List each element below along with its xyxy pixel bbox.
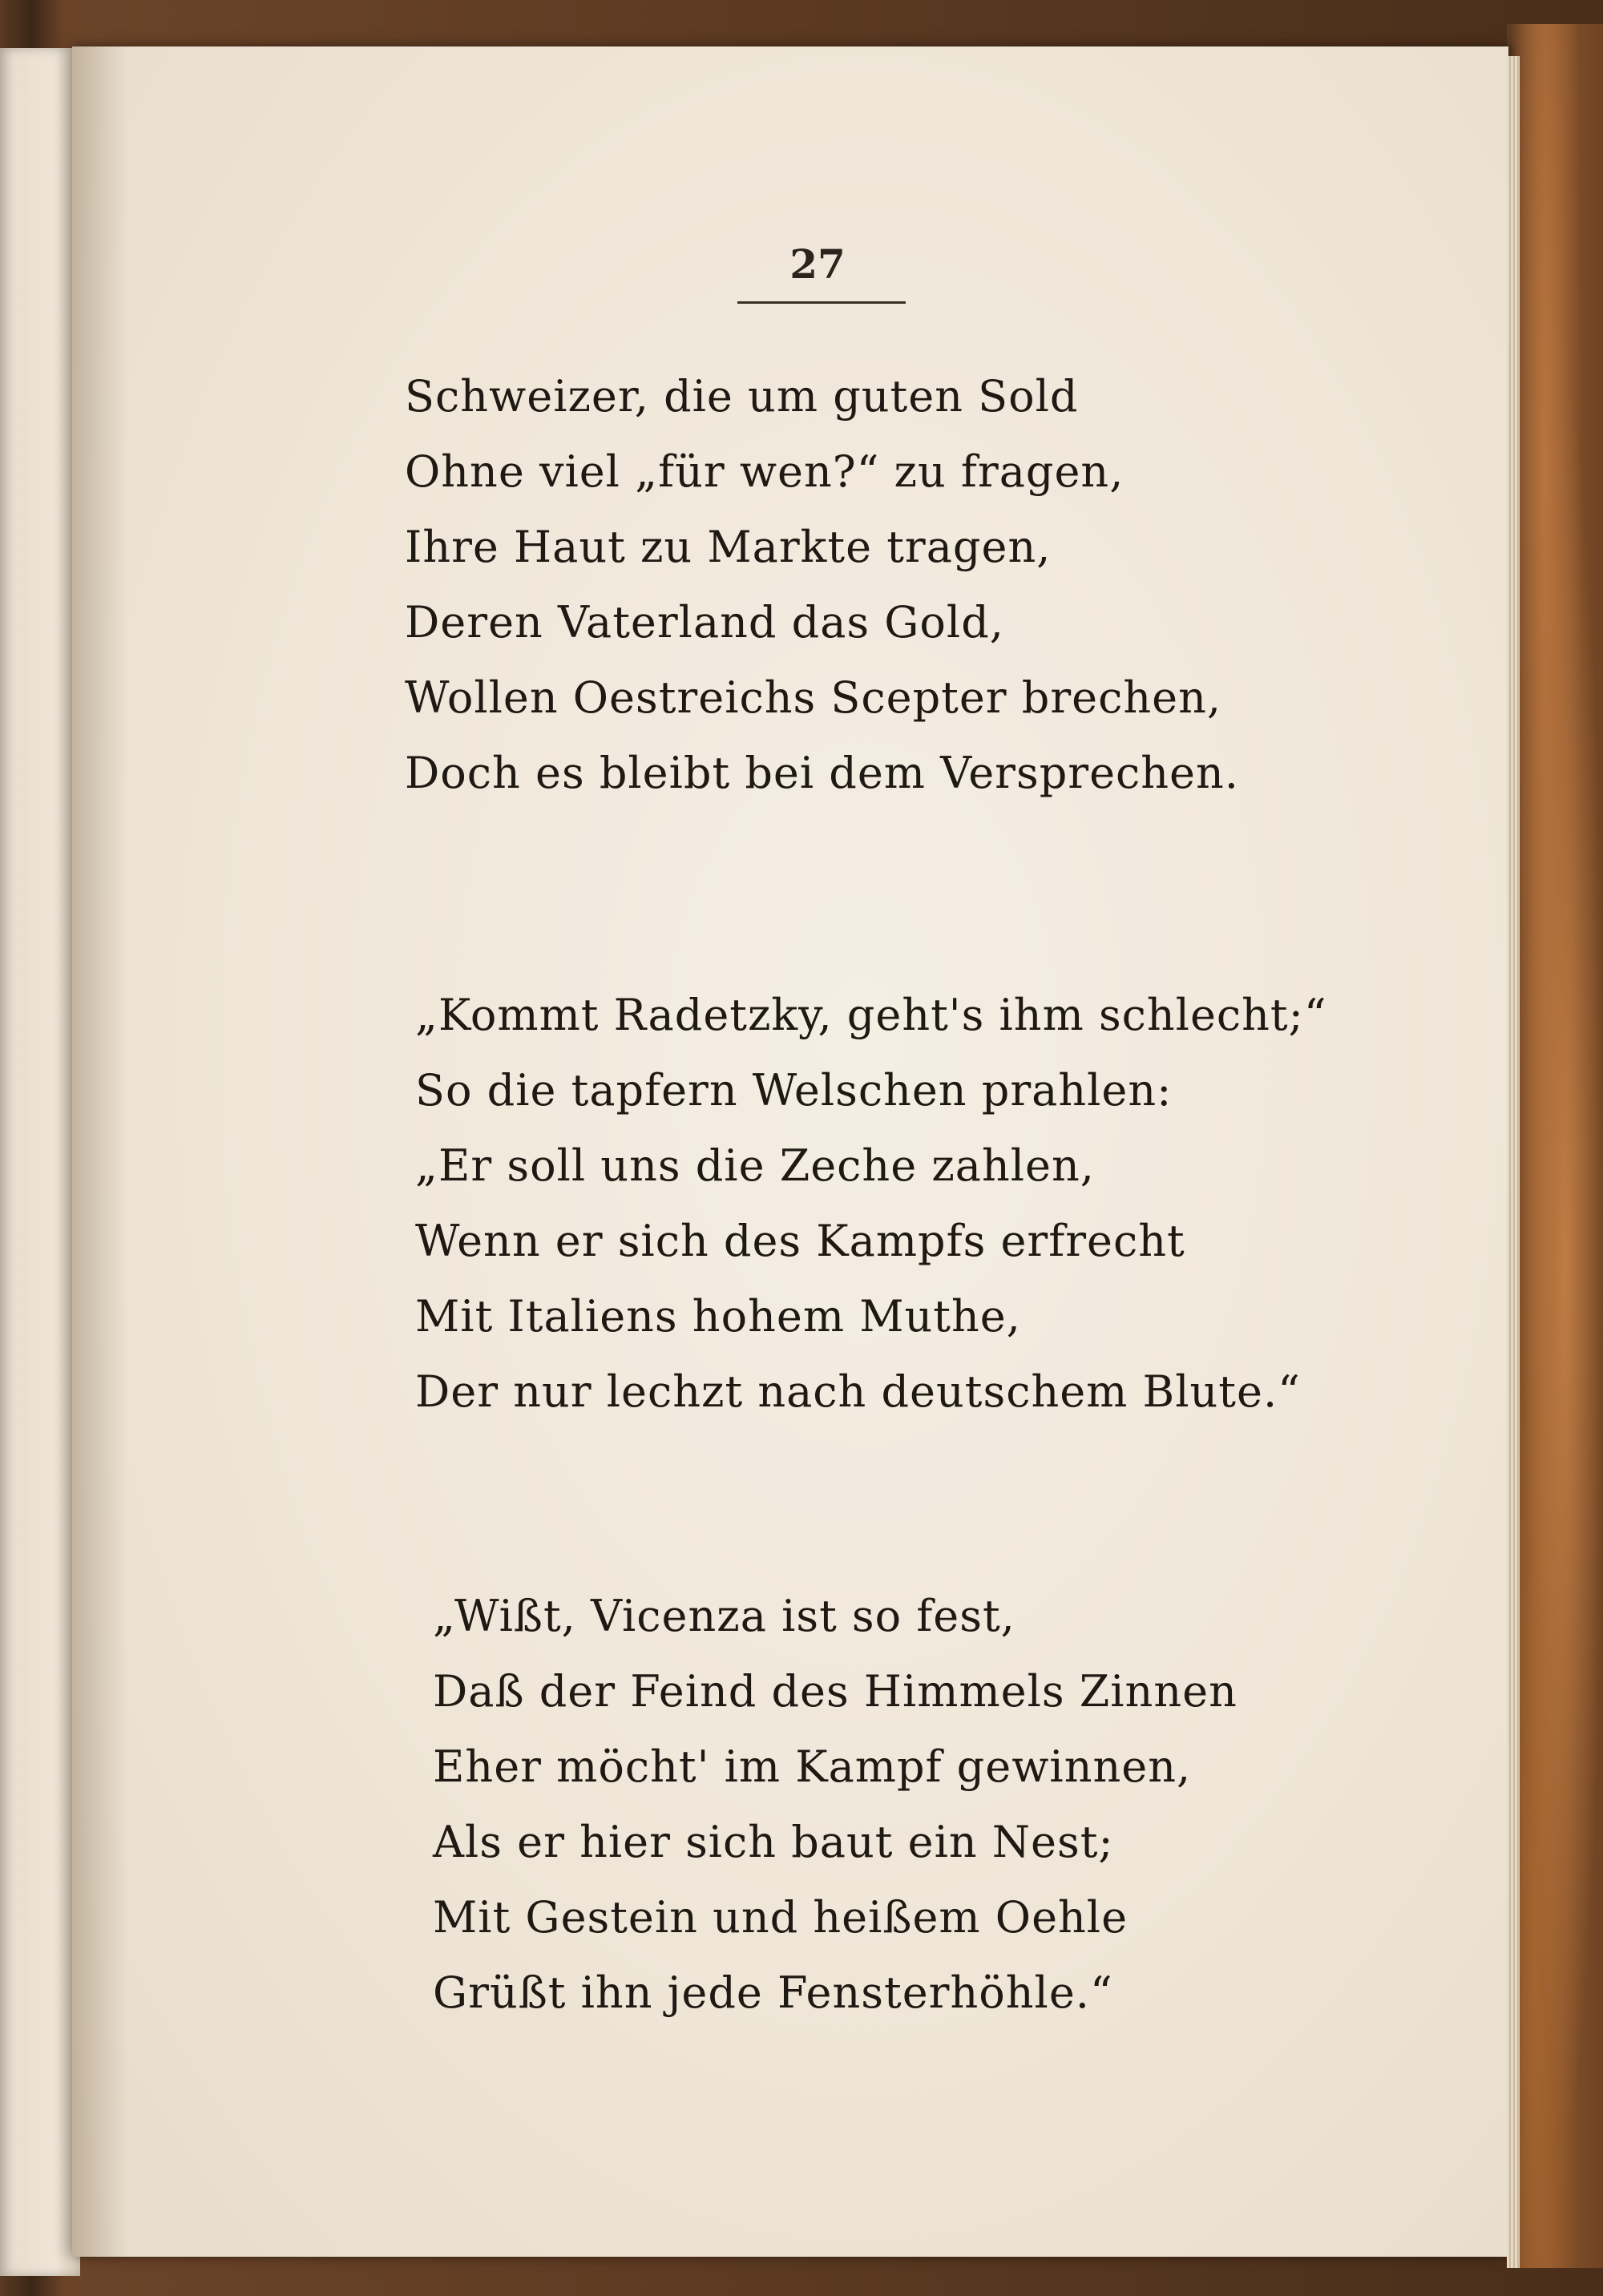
- page-stack-edge: [1507, 56, 1520, 2268]
- verse-line: Mit Gestein und heißem Oehle: [433, 1892, 1129, 1943]
- verse-line: „Wißt, Vicenza ist so fest,: [433, 1591, 1016, 1641]
- verse-line: Schweizer, die um guten Sold: [405, 371, 1079, 422]
- verse-line: So die tapfern Welschen prahlen:: [415, 1065, 1173, 1116]
- verse-line: Deren Vaterland das Gold,: [405, 597, 1004, 648]
- verse-line: Der nur lechzt nach deutschem Blute.“: [415, 1366, 1301, 1417]
- book-cover-edge: [1507, 24, 1603, 2268]
- stanza-3: [433, 1579, 1238, 2031]
- gutter-shadow: [72, 46, 128, 2257]
- verse-line: „Er soll uns die Zeche zahlen,: [415, 1140, 1095, 1191]
- verse-line: Mit Italiens hohem Muthe,: [415, 1291, 1021, 1342]
- facing-page-edge: [0, 48, 80, 2276]
- verse-line: Eher möcht' im Kampf gewinnen,: [433, 1741, 1192, 1792]
- page-number: 27: [789, 240, 846, 288]
- verse-line: Grüßt ihn jede Fensterhöhle.“: [433, 1967, 1113, 2018]
- verse-line: Wenn er sich des Kampfs erfrecht: [415, 1216, 1185, 1266]
- verse-line: Doch es bleibt bei dem Versprechen.: [405, 748, 1239, 798]
- verse-line: Als er hier sich baut ein Nest;: [433, 1817, 1114, 1867]
- verse-line: Wollen Oestreichs Scepter brechen,: [405, 672, 1222, 723]
- verse-line: „Kommt Radetzky, geht's ihm schlecht;“: [415, 990, 1327, 1040]
- verse-line: Ihre Haut zu Markte tragen,: [405, 522, 1052, 572]
- verse-line: Daß der Feind des Himmels Zinnen: [433, 1666, 1238, 1717]
- verse-line: Ohne viel „für wen?“ zu fragen,: [405, 446, 1125, 497]
- stanza-1: [405, 359, 1239, 811]
- page-number-rule: [737, 301, 906, 304]
- stanza-2: [415, 978, 1326, 1430]
